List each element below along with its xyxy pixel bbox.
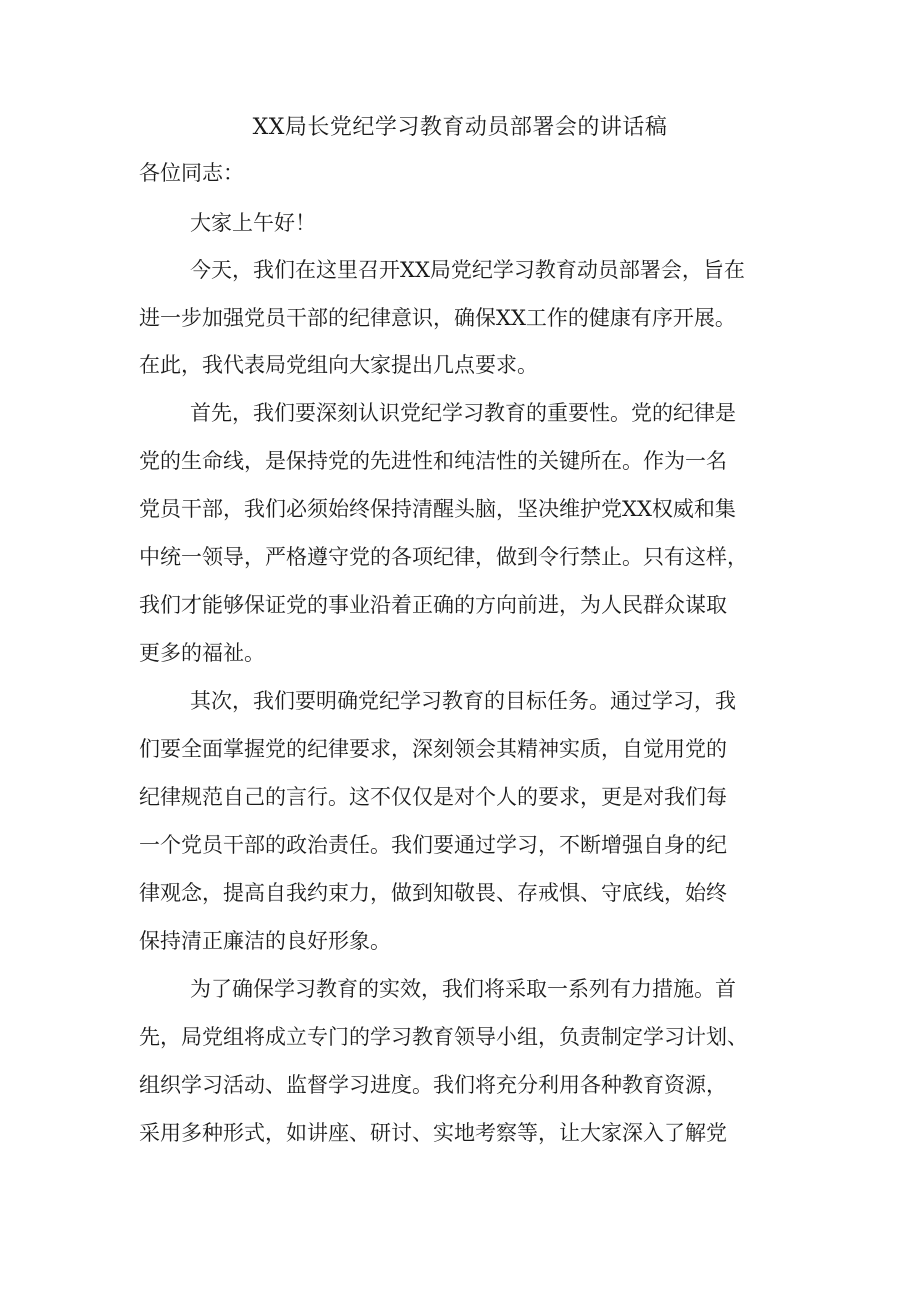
paragraph-line: 党的生命线，是保持党的先进性和纯洁性的关键所在。作为一名 [139, 449, 727, 473]
paragraph-line: 今天，我们在这里召开XX局党纪学习教育动员部署会，旨在 [190, 258, 745, 282]
paragraph-line: 在此，我代表局党组向大家提出几点要求。 [139, 353, 538, 377]
paragraph-line: 们要全面掌握党的纪律要求，深刻领会其精神实质，自觉用党的 [139, 737, 727, 761]
paragraph-line: 中统一领导，严格遵守党的各项纪律，做到令行禁止。只有这样， [139, 545, 748, 569]
paragraph-line: 一个党员干部的政治责任。我们要通过学习，不断增强自身的纪 [139, 833, 727, 857]
paragraph-line: 律观念，提高自我约束力，做到知敬畏、存戒惧、守底线，始终 [139, 881, 727, 905]
greeting: 各位同志： [139, 161, 244, 185]
paragraph-line: 采用多种形式，如讲座、研讨、实地考察等，让大家深入了解党 [139, 1121, 727, 1145]
paragraph-line: 进一步加强党员干部的纪律意识，确保XX工作的健康有序开展。 [139, 306, 736, 330]
paragraph-line: 为了确保学习教育的实效，我们将采取一系列有力措施。首 [190, 977, 736, 1001]
document-title: XX局长党纪学习教育动员部署会的讲话稿 [252, 115, 668, 140]
paragraph-line: 我们才能够保证党的事业沿着正确的方向前进，为人民群众谋取 [139, 593, 727, 617]
paragraph-line: 保持清正廉洁的良好形象。 [139, 929, 391, 953]
paragraph-line: 纪律规范自己的言行。这不仅仅是对个人的要求，更是对我们每 [139, 785, 727, 809]
paragraph-line: 其次，我们要明确党纪学习教育的目标任务。通过学习，我 [190, 689, 736, 713]
paragraph-line: 首先，我们要深刻认识党纪学习教育的重要性。党的纪律是 [190, 401, 736, 425]
paragraph-line: 组织学习活动、监督学习进度。我们将充分利用各种教育资源， [139, 1073, 727, 1097]
paragraph-line: 党员干部，我们必须始终保持清醒头脑，坚决维护党XX权威和集 [139, 497, 736, 521]
paragraph-line: 更多的福祉。 [139, 641, 265, 665]
paragraph-line: 大家上午好！ [190, 211, 316, 235]
paragraph-line: 先，局党组将成立专门的学习教育领导小组，负责制定学习计划、 [139, 1025, 748, 1049]
